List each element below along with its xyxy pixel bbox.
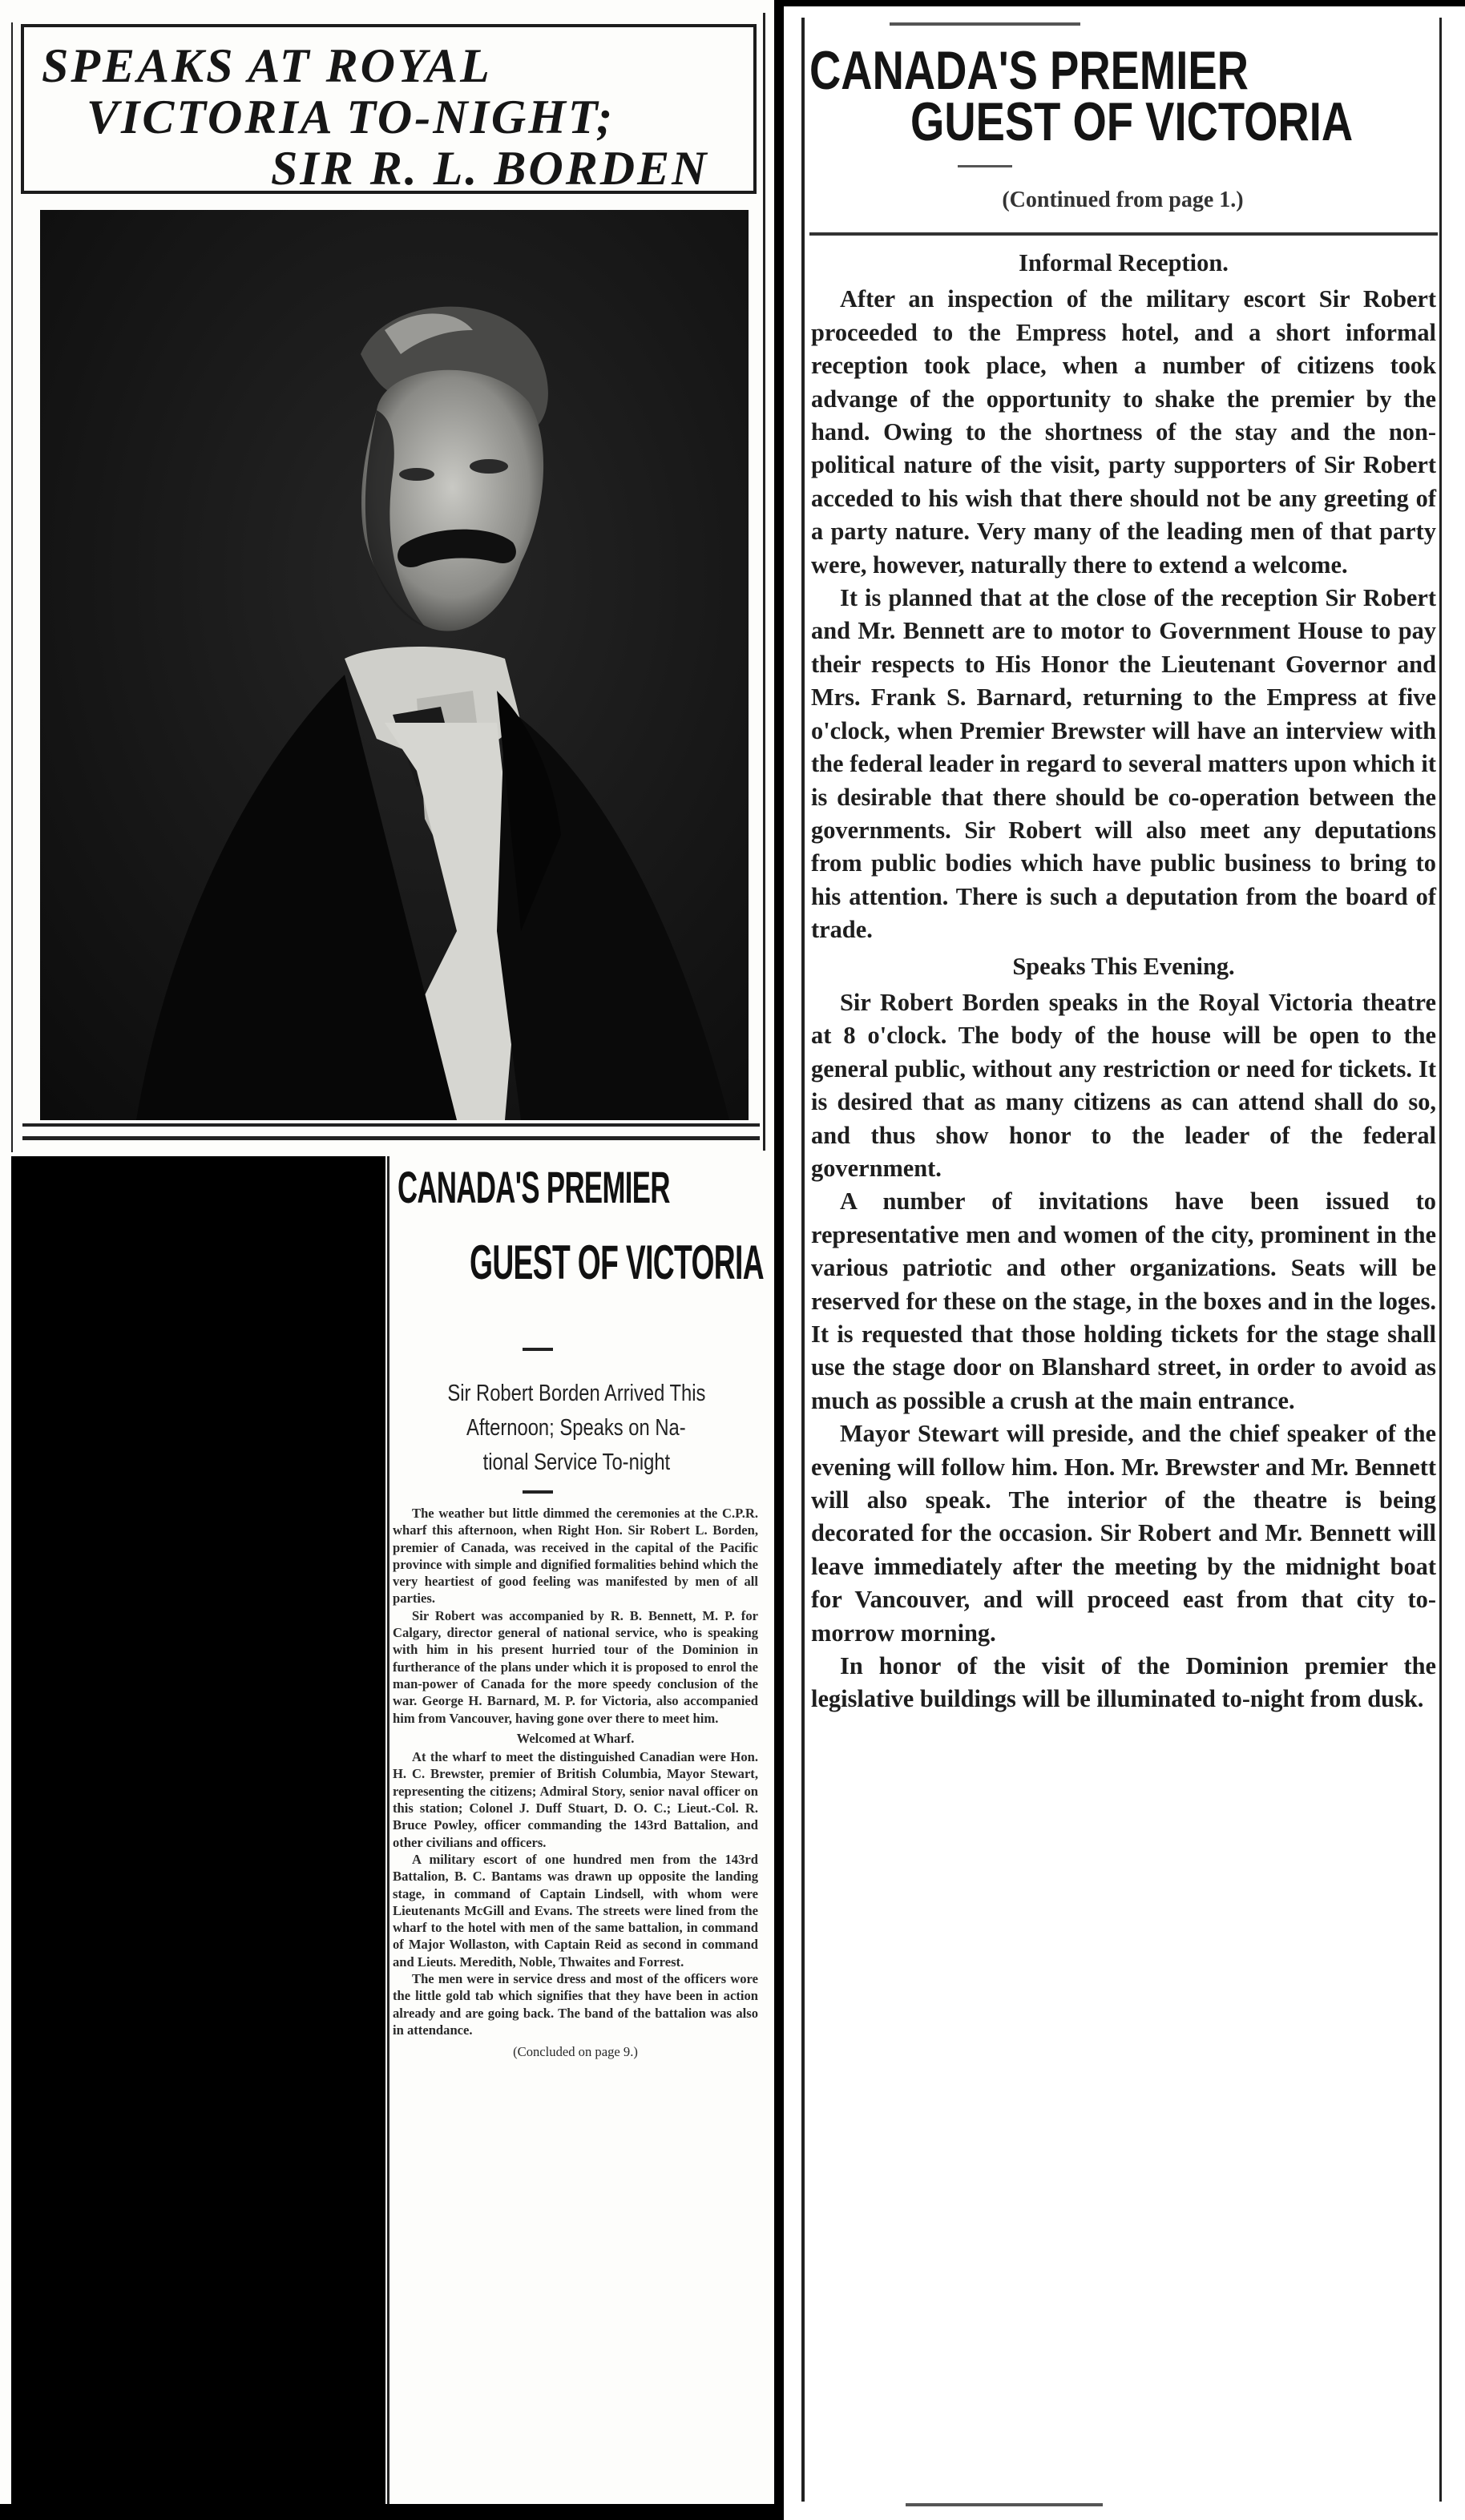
paragraph: In honor of the visit of the Dominion premier the legislative buildings will be illuminated to-night from dusk. [811, 1652, 1436, 1713]
paragraph: The men were in service dress and most of the officers wore the little gold tab which signifies that they have been in action already and are going back. The band of the battalion was also in attendance. [393, 1971, 758, 2038]
section-subheading: Welcomed at Wharf. [516, 1730, 635, 1746]
subhead-line: tional Service To-night [482, 1450, 670, 1475]
article-headline: GUEST OF VICTORIA [470, 1236, 765, 1289]
photo-headline-box [21, 24, 757, 194]
paragraph: Sir Robert was accompanied by R. B. Bennett, M. P. for Calgary, director general of national service, who is speaking with him in his present hurried tour of the Dominion in furtherance of the plans under which it is proposed to enrol the man-power of Canada for the more speedy conclusion of the war. George H. Barnard, M. P. for Victoria, also accompanied him from Vancouver, having gone over there to meet him. [393, 1607, 758, 1726]
divider [523, 1348, 553, 1351]
portrait-photo-icon [40, 210, 749, 1120]
portrait-illustration [40, 210, 749, 1120]
column-rule [1439, 18, 1442, 2502]
column-rule [801, 18, 805, 2502]
section-subheading: Informal Reception. [1019, 249, 1229, 276]
column-rule [387, 1156, 389, 2504]
scan-gutter [774, 0, 784, 2520]
article-headline: CANADA'S PREMIER [398, 1162, 670, 1212]
scan-border [0, 2504, 776, 2520]
column-rule [763, 13, 765, 1151]
continued-headline: GUEST OF VICTORIA [910, 91, 1354, 152]
divider [22, 1136, 760, 1140]
divider [958, 165, 1012, 167]
paragraph: At the wharf to meet the distinguished Canadian were Hon. H. C. Brewster, premier of British Columbia, Mayor Stewart, representing the citizens; Admiral Story, senior naval officer on this station; Colonel J. Duff Stuart, D. O. C.; Lieut.-Col. R. Bruce Powley, officer commanding the 143rd Battalion, and other civilians and officers. [393, 1749, 758, 1850]
column-rule [11, 22, 13, 1152]
photo-headline-line: VICTORIA TO-NIGHT; [87, 91, 615, 143]
paragraph: A military escort of one hundred men from the 143rd Battalion, B. C. Bantams was drawn up opposite the landing stage, in command of Captain Lindsell, with whom were Lieutenants McGill and Evans. The streets were lined from the wharf to the hotel with men of the same battalion, in command of Major Wollaston, with Captain Reid as second in command and Lieuts. Meredith, Noble, Thwaites and Forrest. [393, 1851, 758, 1970]
continued-headline: CANADA'S PREMIER [809, 40, 1249, 101]
subhead-line: Afternoon; Speaks on Na- [466, 1415, 686, 1441]
article-body [393, 1505, 758, 2061]
continued-body [811, 244, 1436, 1716]
scan-border [784, 0, 1465, 6]
paragraph: A number of invitations have been issued to representative men and women of the city, prominent in the various patriotic and other organizations. Seats will be reserved for these on the stage, in the boxes and in the loges. It is requested that those holding tickets for the stage shall use the stage door on Blanshard street, in order to avoid as much as possible a crush at the main entrance. [811, 1187, 1436, 1414]
jump-line: (Concluded on page 9.) [513, 2044, 638, 2060]
paragraph: Mayor Stewart will preside, and the chief speaker of the evening will follow him. Hon. Mr. Brewster and Mr. Bennett will also speak. The interior of the theatre is being decorated for the occasion. Sir Robert and Mr. Bennett will leave immediately after the meeting by the midnight boat for Vancouver, and will proceed east from that city to-morrow morning. [811, 1420, 1436, 1647]
divider [890, 22, 1080, 26]
paragraph: After an inspection of the military escort Sir Robert proceeded to the Empress hotel, and a short informal reception took place, when a number of citizens took advange of the opportunity to shake the premier by the hand. Owing to the shortness of the stay and the non-political nature of the visit, party supporters of Sir Robert acceded to his wish that there should not be any greeting of a party nature. Very many of the leading men of that party were, however, naturally there to extend a welcome. [811, 285, 1436, 579]
paragraph: The weather but little dimmed the ceremonies at the C.P.R. wharf this afternoon, when Right Hon. Sir Robert L. Borden, premier of Canada, was received in the capital of the Pacific province with simple and dignified formalities behind which the very heartiest of good feeling was manifested by men of all parties. [393, 1506, 758, 1607]
divider [906, 2503, 1103, 2506]
photo-headline-line: SIR R. L. BORDEN [271, 142, 709, 195]
divider [809, 232, 1438, 236]
paragraph: It is planned that at the close of the reception Sir Robert and Mr. Bennett are to motor to Government House to pay their respects to His Honor the Lieutenant Governor and Mrs. Frank S. Barnard, returning to the Empress at five o'clock, when Premier Brewster will have an interview with the federal leader in regard to several matters upon which it is desirable that there should be co-operation between the governments. Sir Robert will also meet any deputations from public bodies which have public business to bring to his attention. There is such a deputation from the board of trade. [811, 584, 1436, 944]
redacted-region [11, 1156, 385, 2504]
divider [22, 1123, 760, 1127]
section-subheading: Speaks This Evening. [1012, 952, 1235, 980]
paragraph: Sir Robert Borden speaks in the Royal Victoria theatre at 8 o'clock. The body of the house will be open to the general public, without any restriction or need for tickets. It is desired that as many citizens as can attend shall do so, and thus show honor to the leader of the federal government. [811, 988, 1436, 1182]
photo-headline-line: SPEAKS AT ROYAL [42, 39, 492, 92]
divider [523, 1490, 553, 1494]
subhead-line: Sir Robert Borden Arrived This [446, 1381, 706, 1406]
continued-note: (Continued from page 1.) [1002, 187, 1244, 212]
article-subhead [393, 1377, 760, 1480]
